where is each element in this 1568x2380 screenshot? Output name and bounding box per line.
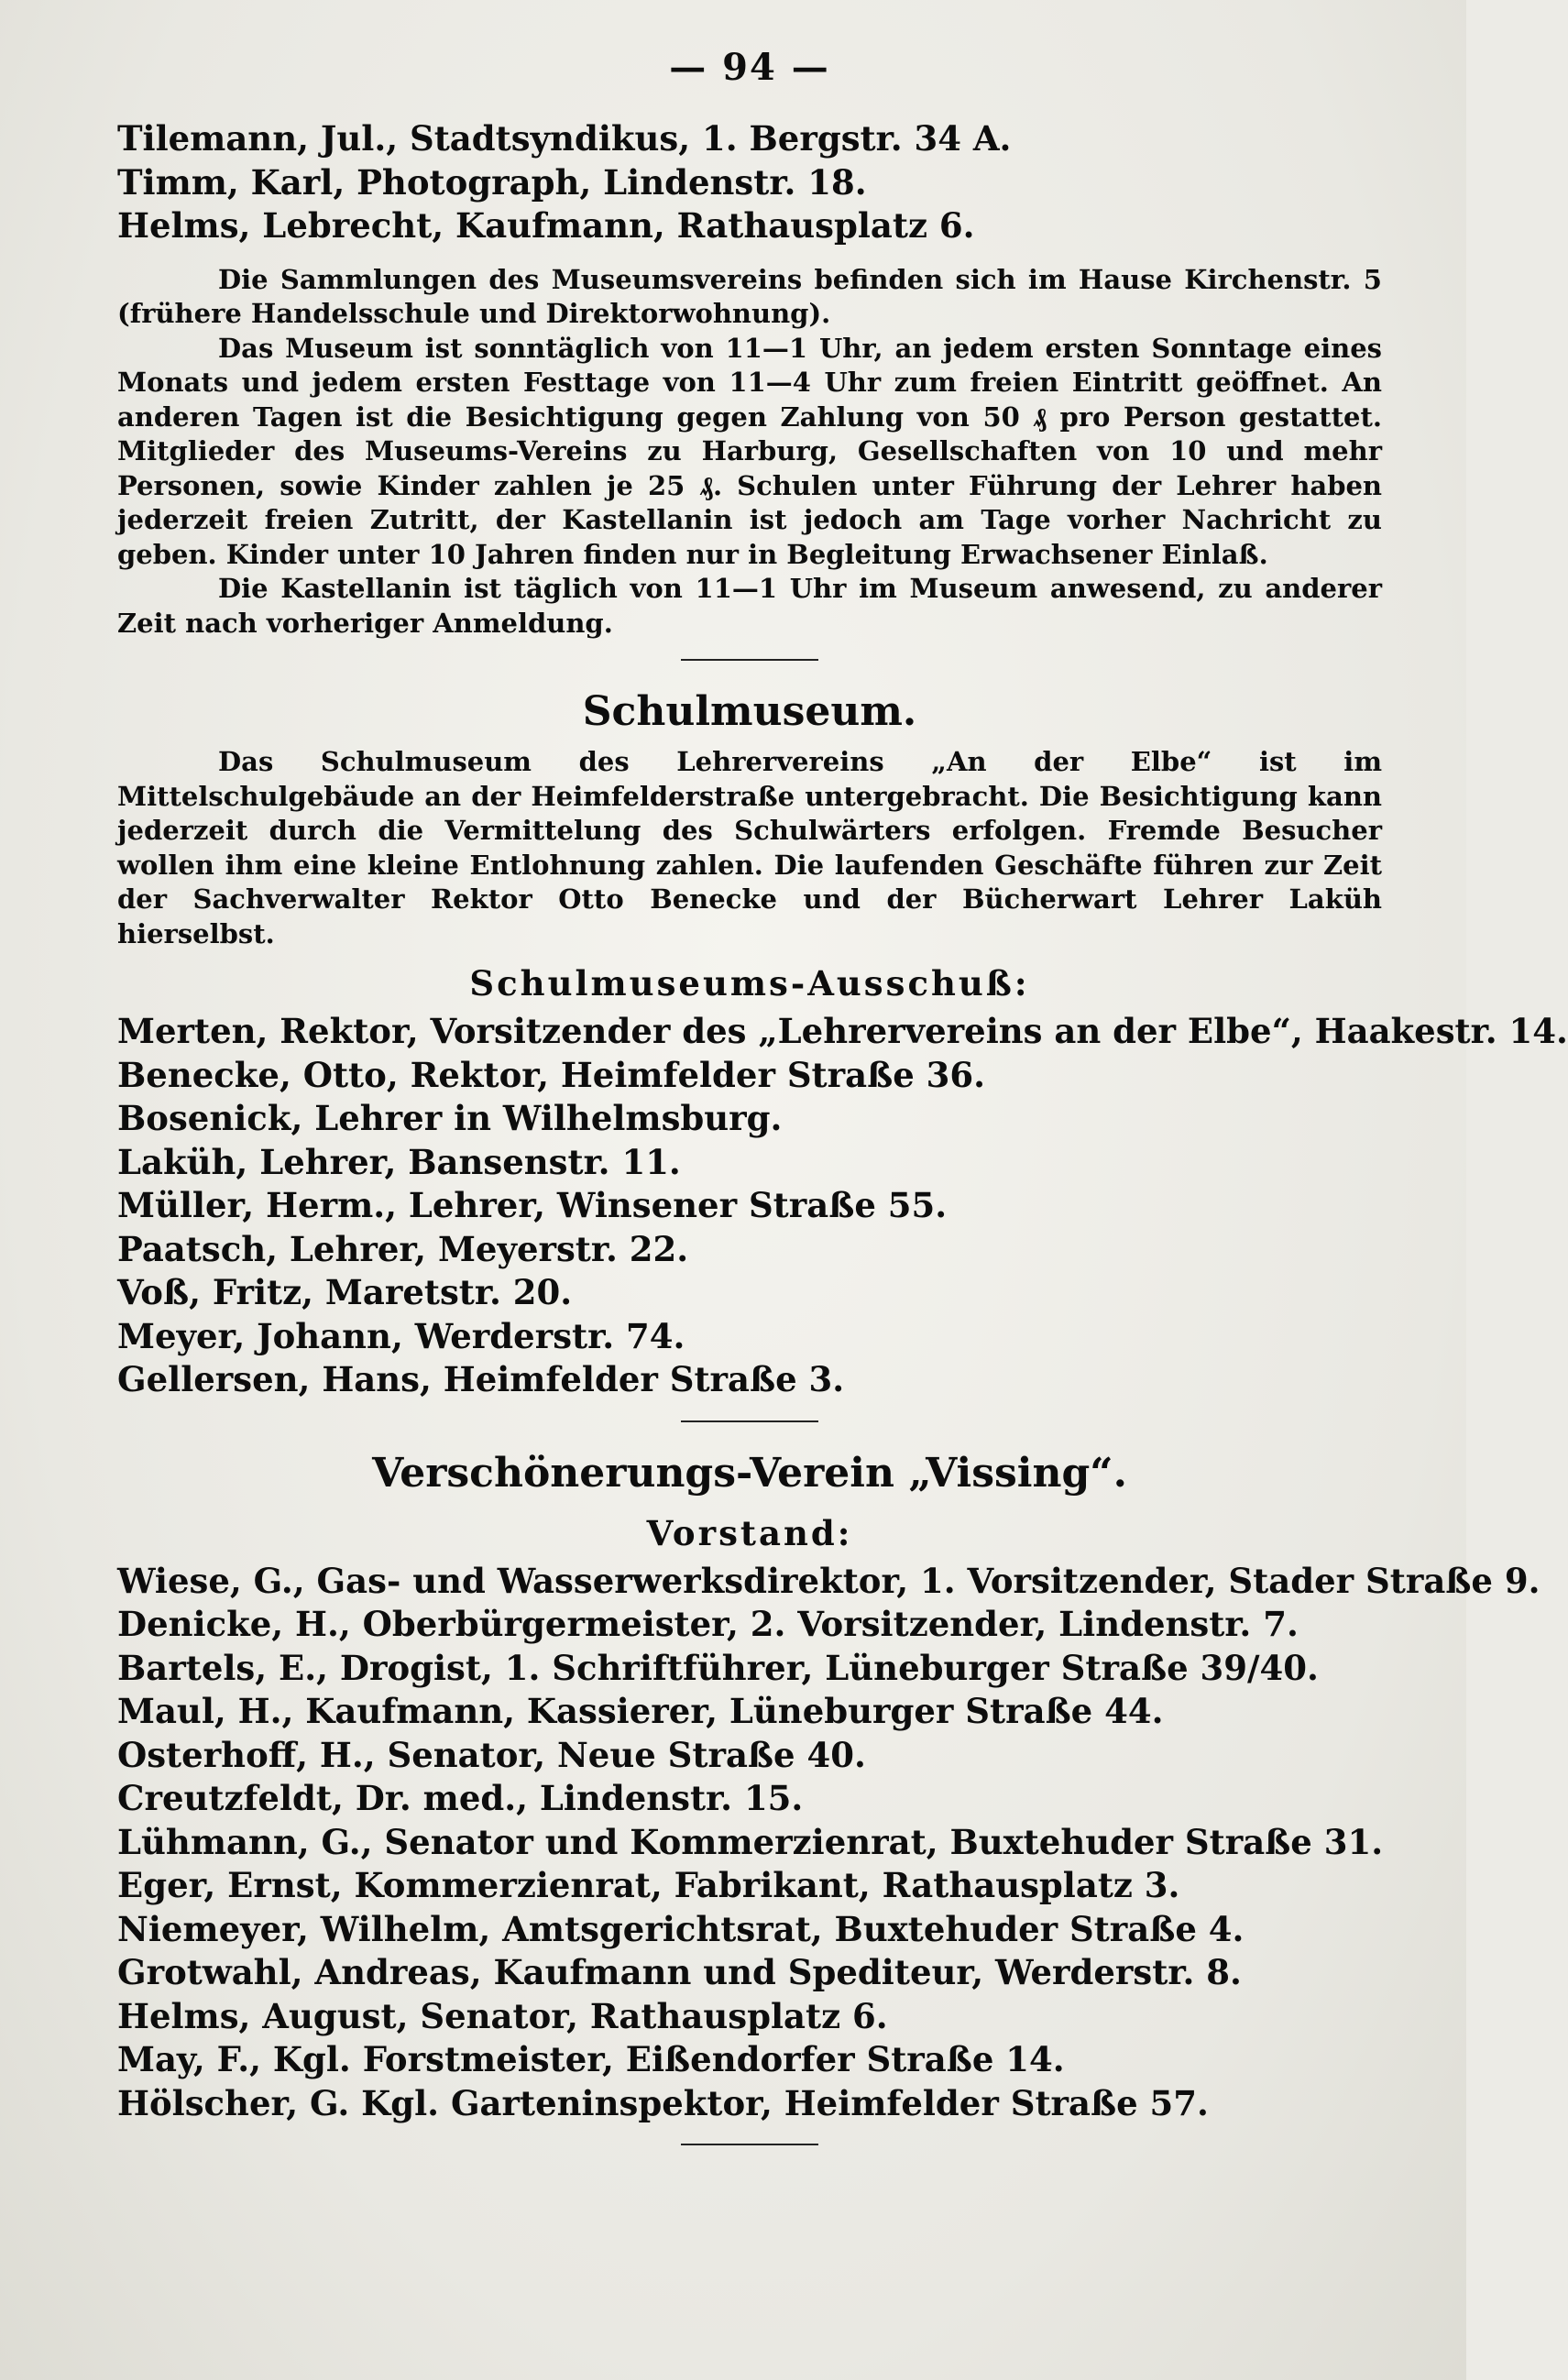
list-item: Niemeyer, Wilhelm, Amtsgerichtsrat, Buxtehuder Straße 4. <box>117 1908 1245 1949</box>
list-item: Voß, Fritz, Maretstr. 20. <box>117 1272 573 1312</box>
list-item: Bartels, E., Drogist, 1. Schriftführer, Lüneburger Straße 39/40. <box>117 1647 1319 1688</box>
list-item: Müller, Herm., Lehrer, Winsener Straße 55. <box>117 1185 948 1225</box>
list-item: Helms, Lebrecht, Kaufmann, Rathausplatz 6. <box>117 205 975 246</box>
board-member-list <box>117 1560 1541 2126</box>
list-item: Tilemann, Jul., Stadtsyndikus, 1. Bergstr. 34 A. <box>117 118 1012 159</box>
list-item: Benecke, Otto, Rektor, Heimfelder Straße 36. <box>117 1054 986 1095</box>
divider <box>681 659 818 661</box>
top-entry-list <box>117 117 1382 248</box>
divider <box>681 1420 818 1422</box>
list-item: Maul, H., Kaufmann, Kassierer, Lüneburger Straße 44. <box>117 1691 1164 1731</box>
list-item: Eger, Ernst, Kommerzienrat, Fabrikant, Rathausplatz 3. <box>117 1865 1180 1905</box>
list-item: Timm, Karl, Photograph, Lindenstr. 18. <box>117 161 867 203</box>
list-item: Helms, August, Senator, Rathausplatz 6. <box>117 1995 888 2036</box>
list-item: Grotwahl, Andreas, Kaufmann und Spediteur, Werderstr. 8. <box>117 1952 1242 1992</box>
schulmuseum-paragraph: Das Schulmuseum des Lehrervereins „An der Elbe“ ist im Mittelschulgebäude an der Heimfelderstraße untergebracht. Die Besichtigung kann jederzeit durch die Vermittelung des Schulwärters erfolgen. Fremde Besucher wollen ihm eine kleine Entlohnung zahlen. Die laufenden Geschäfte führen zur Zeit der Sachverwalter Rektor Otto Benecke und der Bücherwart Lehrer Laküh hierselbst. <box>117 746 1382 949</box>
museum-paragraph: Die Sammlungen des Museumsvereins befinden sich im Hause Kirchenstr. 5 (frühere Handelsschule und Direktorwohnung). <box>117 263 1382 329</box>
list-item: Gellersen, Hans, Heimfelder Straße 3. <box>117 1359 845 1399</box>
list-item: Osterhoff, H., Senator, Neue Straße 40. <box>117 1734 866 1775</box>
section-title: Schulmuseum. <box>582 688 917 735</box>
schulmuseum-section <box>117 685 1568 1402</box>
list-item: Hölscher, G. Kgl. Garteninspektor, Heimfelder Straße 57. <box>117 2082 1209 2123</box>
page-number: — 94 — <box>669 46 830 89</box>
museum-paragraph: Die Kastellanin ist täglich von 11—1 Uhr im Museum anwesend, zu anderer Zeit nach vorheriger Anmeldung. <box>117 573 1382 639</box>
museum-info-section <box>117 263 1382 642</box>
list-item: Paatsch, Lehrer, Meyerstr. 22. <box>117 1228 689 1269</box>
committee-member-list <box>117 1010 1568 1402</box>
list-item: Lühmann, G., Senator und Kommerzienrat, Buxtehuder Straße 31. <box>117 1821 1384 1862</box>
verein-section <box>117 1446 1541 2126</box>
divider <box>681 2144 818 2145</box>
list-item: May, F., Kgl. Forstmeister, Eißendorfer Straße 14. <box>117 2039 1065 2079</box>
committee-title: Schulmuseums-Ausschuß: <box>469 963 1030 1004</box>
list-item: Denicke, H., Oberbürgermeister, 2. Vorsitzender, Lindenstr. 7. <box>117 1604 1299 1644</box>
museum-paragraph: Das Museum ist sonntäglich von 11—1 Uhr, an jedem ersten Sonntage eines Monats und jedem ersten Festtage von 11—4 Uhr zum freien Eintritt geöffnet. An anderen Tagen ist die Besichtigung gegen Zahlung von 50 ₰ pro Person gestattet. Mitglieder des Museums-Vereins zu Harburg, Gesellschaften von 10 und mehr Personen, sowie Kinder zahlen je 25 ₰. Schulen unter Führung der Lehrer haben jederzeit freien Zutritt, der Kastellanin ist jedoch am Tage vorher Nachricht zu geben. Kinder unter 10 Jahren finden nur in Begleitung Erwachsener Einlaß. <box>117 332 1382 570</box>
list-item: Creutzfeldt, Dr. med., Lindenstr. 15. <box>117 1778 804 1818</box>
list-item: Merten, Rektor, Vorsitzender des „Lehrervereins an der Elbe“, Haakestr. 14. <box>117 1011 1568 1051</box>
list-item: Laküh, Lehrer, Bansenstr. 11. <box>117 1141 681 1182</box>
board-title: Vorstand: <box>646 1512 853 1553</box>
list-item: Meyer, Johann, Werderstr. 74. <box>117 1315 685 1356</box>
section-title: Verschönerungs-Verein „Vissing“. <box>372 1449 1127 1497</box>
list-item: Bosenick, Lehrer in Wilhelmsburg. <box>117 1098 783 1138</box>
list-item: Wiese, G., Gas- und Wasserwerksdirektor, 1. Vorsitzender, Stader Straße 9. <box>117 1560 1541 1601</box>
